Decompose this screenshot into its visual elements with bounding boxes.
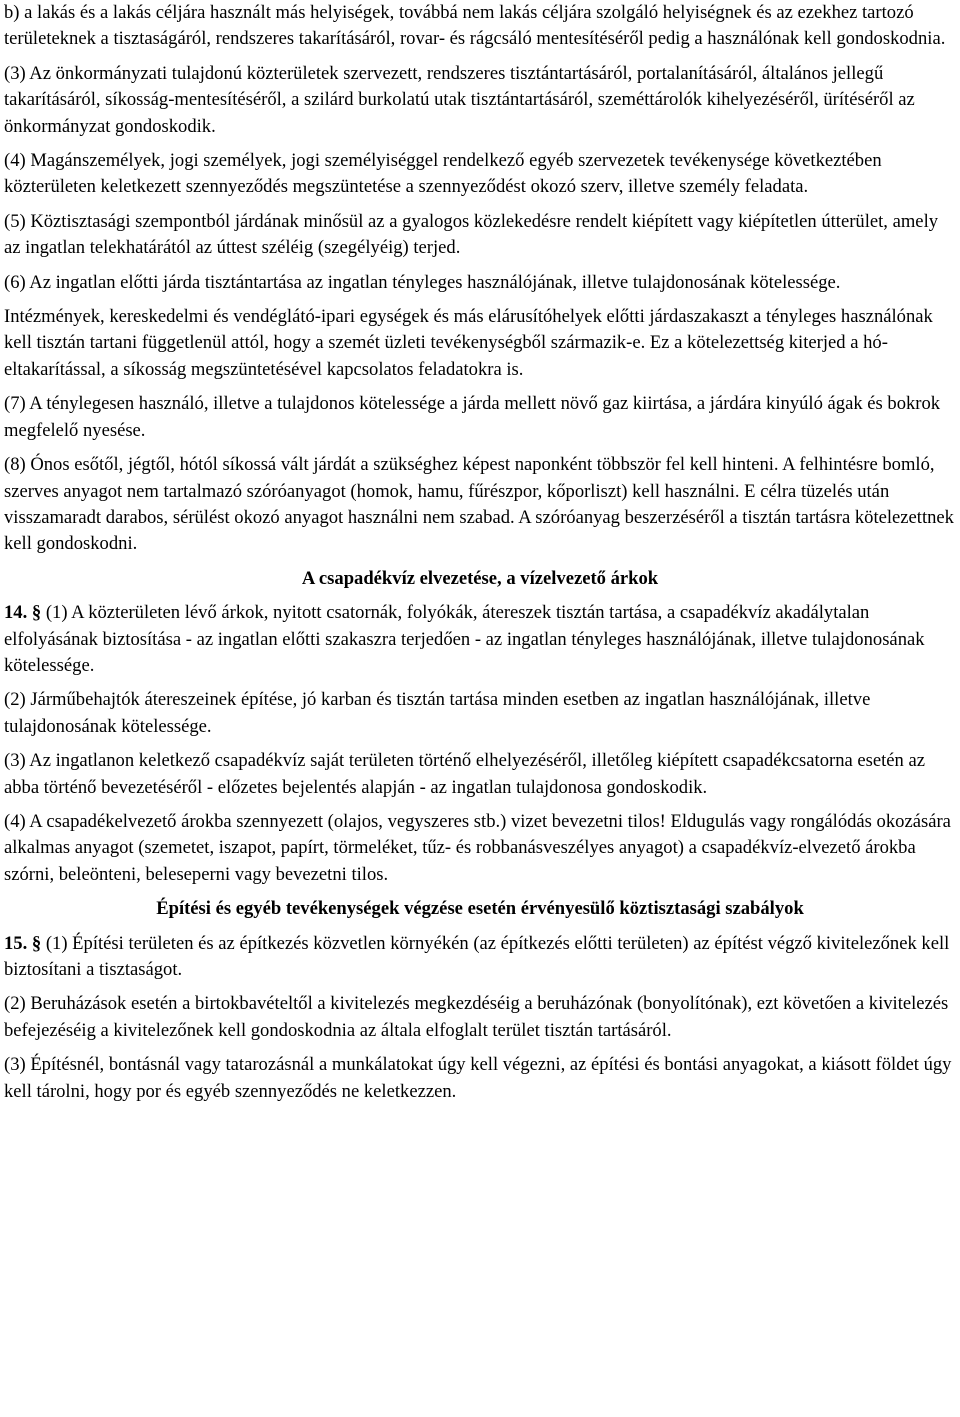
section-heading-stormwater: A csapadékvíz elvezetése, a vízelvezető árkok [301, 567, 659, 589]
paragraph-6: (6) Az ingatlan előtti járda tisztántartása az ingatlan tényleges használójának, illetve tulajdonosának kötelessége. [4, 271, 841, 293]
section-15-paragraph-1 [4, 931, 956, 984]
paragraph-3: (3) Az önkormányzati tulajdonú közterületek szervezett, rendszeres tisztántartásáról, portalanításáról, általános jellegű takarításáról, síkosság-mentesítéséről, a szilárd burkolatú utak tisztántartásáról, szeméttárolók kihelyezéséről, ürítéséről az önkormányzat gondoskodik. [4, 62, 915, 137]
section-sign: § [31, 932, 42, 954]
section-15-paragraph-3: (3) Építésnél, bontásnál vagy tatarozásnál a munkálatokat úgy kell végezni, az építési és bontási anyagokat, a kiásott földet úgy kell tárolni, hogy por és egyéb szennyeződés ne keletkezzen. [4, 1054, 952, 1102]
section-number: 14. [4, 602, 28, 624]
paragraph-5: (5) Köztisztasági szempontból járdának minősül az a gyalogos közlekedésre rendelt kiépített vagy kiépítetlen útterület, amely az ingatlan telekhatárától az úttest széléig (szegélyéig) terjed. [4, 210, 939, 259]
paragraph-institutions: Intézmények, kereskedelmi és vendéglátó-ipari egységek és más elárusítóhelyek előtti járdaszakaszt a tényleges használónak kell tisztán tartani függetlenül attól, hogy a szemét üzleti tevékenységből származik-e. Ez a kötelezettség kiterjed a hó-eltakarítással, a síkosság megszüntetésével kapcsolatos feladatokra is. [4, 306, 933, 380]
section-number: 15. [4, 932, 28, 954]
paragraph-4: (4) Magánszemélyek, jogi személyek, jogi személyiséggel rendelkező egyéb szervezetek tevékenysége következtében közterületen keletkezett szennyeződés megszüntetése a szennyeződést okozó szerv, illetve személy feladata. [4, 150, 882, 198]
paragraph-8: (8) Ónos esőtől, jégtől, hótól síkossá vált járdát a szükséghez képest naponként többször fel kell hinteni. A felhintésre bomló, szerves anyagot nem tartalmazó szóróanyagot (homok, hamu, fűrészpor, kőporliszt) kell használni. E célra tüzelés után visszamaradt darabos, sérülést okozó anyagot használni nem szabad. A szóróanyag beszerzéséről a tisztán tartásra kötelezettnek kell gondoskodni. [4, 454, 954, 555]
section-14-paragraph-2: (2) Járműbehajtók átereszeinek építése, jó karban és tisztán tartása minden esetben az ingatlan használójának, illetve tulajdonosának kötelessége. [4, 689, 871, 737]
section-14-paragraph-3: (3) Az ingatlanon keletkező csapadékvíz saját területen történő elhelyezéséről, illetőleg kiépített csapadékcsatorna esetén az abba történő bevezetéséről - előzetes bejelentés alapján - az ingatlan tulajdonosa gondoskodik. [4, 750, 926, 798]
section-14-paragraph-4: (4) A csapadékelvezető árokba szennyezett (olajos, vegyszeres stb.) vizet bevezetni tilos! Eldugulás vagy rongálódás okozására alkalmas anyagot (szemetet, iszapot, papírt, törmeléket, tűz- és robbanásveszélyes anyagot) a csapadékvíz-elvezető árokba szórni, beleönteni, beleseperni vagy bevezetni tilos. [4, 810, 951, 885]
section-sign: § [31, 602, 42, 624]
section-15-paragraph-2: (2) Beruházások esetén a birtokbavételtől a kivitelezés megkezdéséig a beruházónak (bonyolítónak), ezt követően a kivitelezés befejezéséig a kivitelezőnek kell gondoskodnia az általa elfoglalt terület tisztán tartásáról. [4, 993, 949, 1041]
section-14-text: (1) A közterületen lévő árkok, nyitott csatornák, folyókák, átereszek tisztán tartása, a csapadékvíz akadálytalan elfolyásának biztosítása - az ingatlan előtti szakaszra terjedően - az ingatlan tényleges használójának, illetve tulajdonosának kötelessége. [4, 602, 925, 676]
section-heading-construction: Építési és egyéb tevékenységek végzése esetén érvényesülő köztisztasági szabályok [156, 898, 804, 920]
document-page [4, 0, 956, 1113]
section-15-text: (1) Építési területen és az építkezés közvetlen környékén (az építkezés előtti területen) az építést végző kivitelezőnek kell biztosítani a tisztaságot. [4, 932, 950, 980]
section-14-paragraph-1 [4, 600, 956, 679]
paragraph-7: (7) A ténylegesen használó, illetve a tulajdonos kötelessége a járda mellett növő gaz kiirtása, a járdára kinyúló ágak és bokrok megfelelő nyesése. [4, 393, 941, 441]
paragraph-b: b) a lakás és a lakás céljára használt más helyiségek, továbbá nem lakás céljára szolgáló helyiségnek és az ezekhez tartozó területeknek a tisztaságáról, rendszeres takarításáról, rovar- és rágcsáló mentesítéséről pedig a használónak kell gondoskodnia. [4, 2, 946, 50]
